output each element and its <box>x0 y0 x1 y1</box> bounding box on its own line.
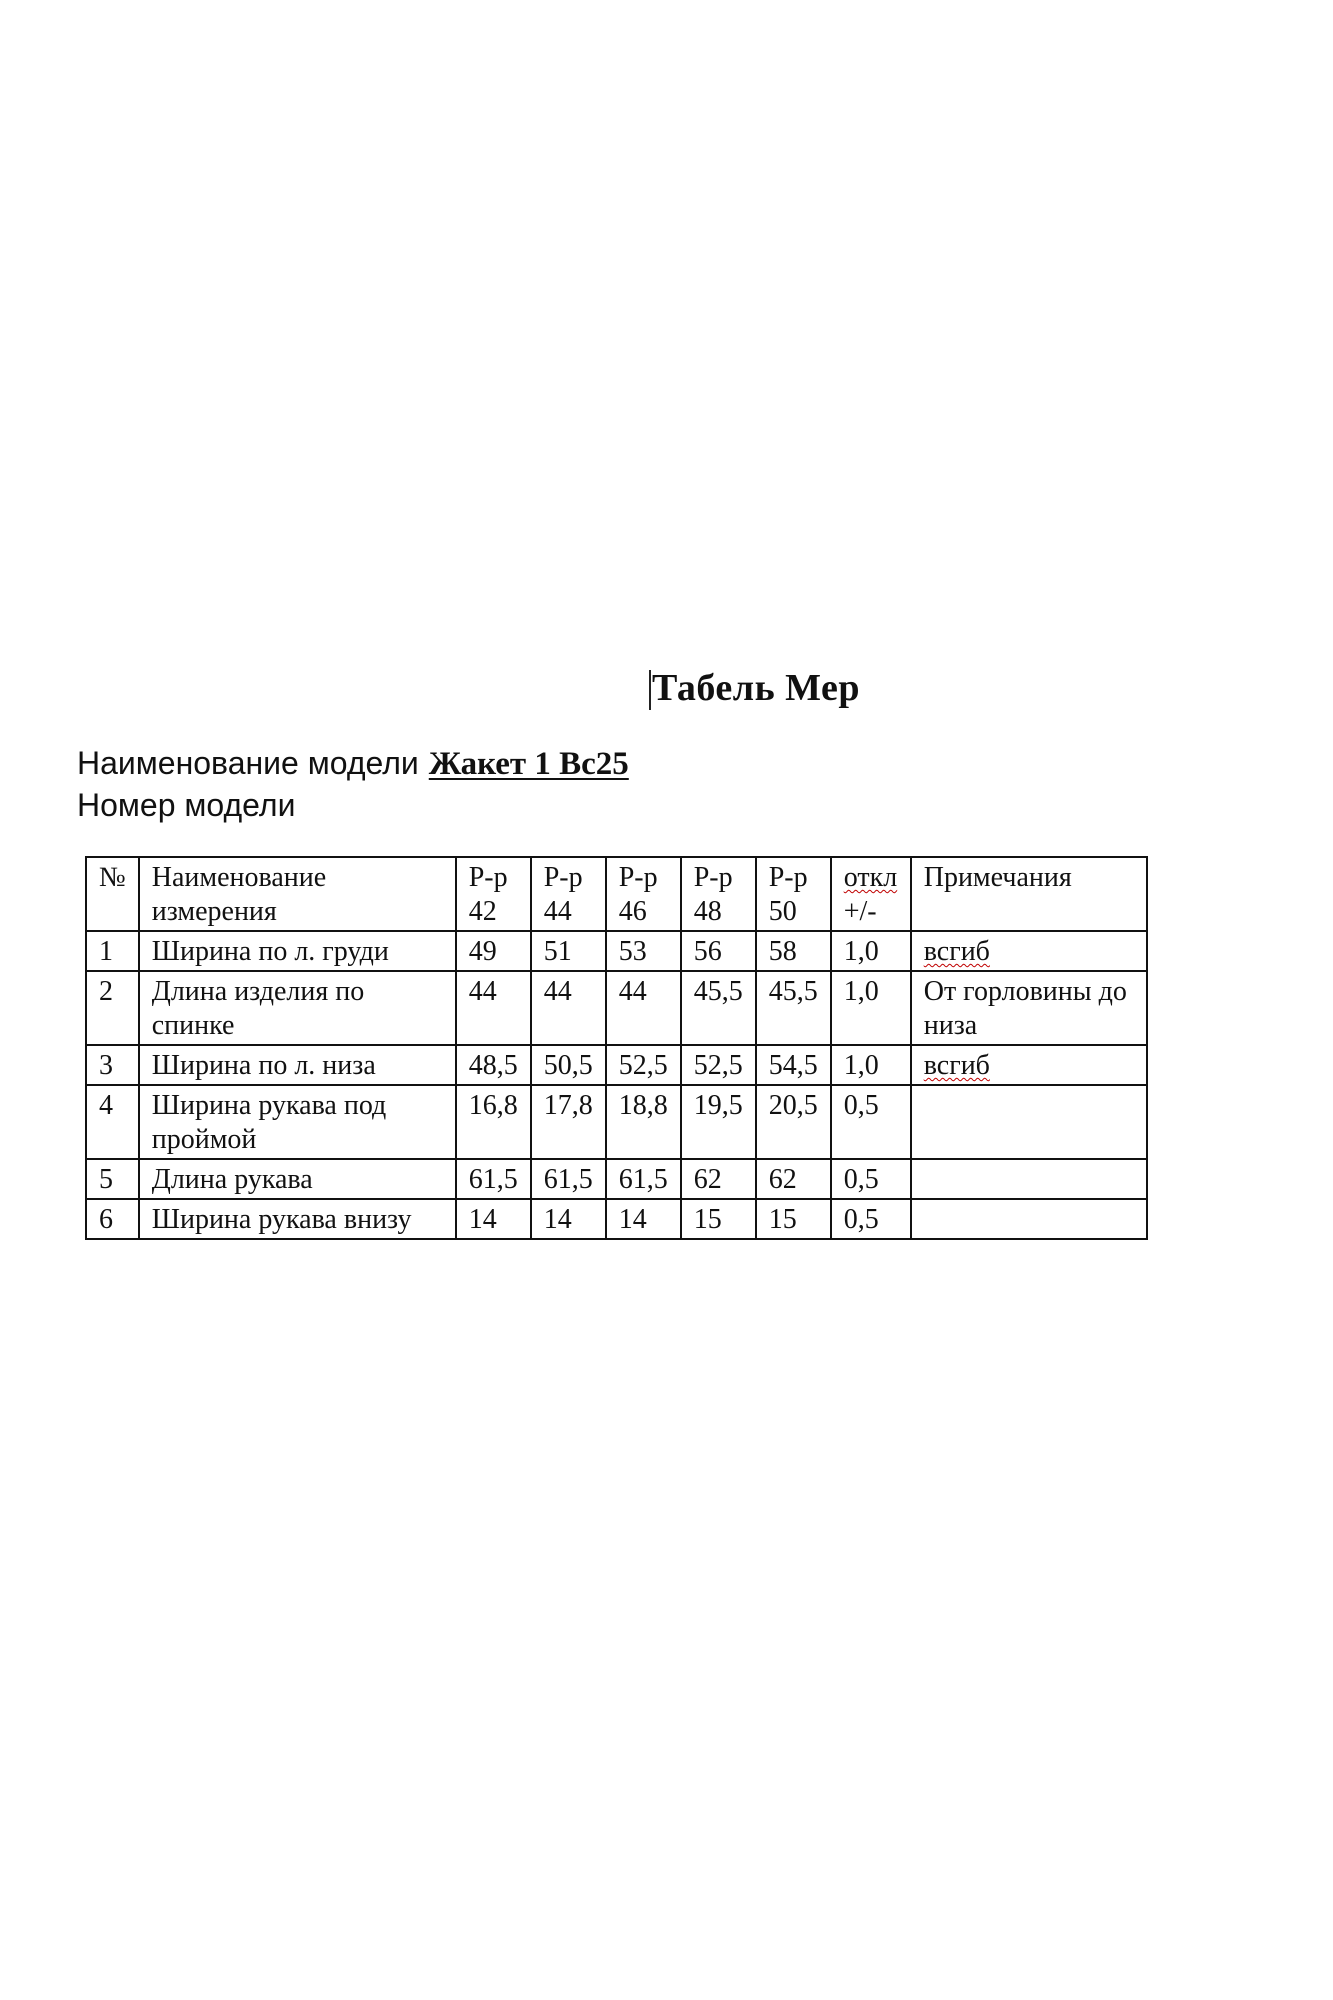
cell-deviation: 1,0 <box>831 971 911 1045</box>
cell-size-42: 61,5 <box>456 1159 531 1199</box>
cell-size-42: 44 <box>456 971 531 1045</box>
cell-notes <box>911 1199 1147 1239</box>
header-number: № <box>86 857 139 931</box>
header-deviation-sign: +/- <box>843 896 877 927</box>
cell-size-50: 15 <box>756 1199 831 1239</box>
cell-deviation: 0,5 <box>831 1085 911 1159</box>
header-notes: Примечания <box>911 857 1147 931</box>
cell-size-46: 18,8 <box>606 1085 681 1159</box>
cell-notes: От горловины до низа <box>911 971 1147 1045</box>
cell-number: 3 <box>86 1045 139 1085</box>
cell-notes: всгиб <box>911 931 1147 971</box>
cell-size-50: 62 <box>756 1159 831 1199</box>
cell-deviation: 1,0 <box>831 931 911 971</box>
cell-measurement-name: Ширина по л. низа <box>139 1045 456 1085</box>
cell-measurement-name: Ширина рукава под проймой <box>139 1085 456 1159</box>
cell-number: 6 <box>86 1199 139 1239</box>
table-row <box>86 971 1147 1045</box>
cell-size-50: 20,5 <box>756 1085 831 1159</box>
header-deviation <box>831 857 911 931</box>
cell-size-42: 49 <box>456 931 531 971</box>
cell-size-48: 56 <box>681 931 756 971</box>
cell-size-48: 19,5 <box>681 1085 756 1159</box>
model-name-label: Наименование модели <box>77 745 419 781</box>
model-name-line <box>77 745 629 783</box>
cell-size-46: 44 <box>606 971 681 1045</box>
cell-size-44: 61,5 <box>531 1159 606 1199</box>
cell-measurement-name: Длина рукава <box>139 1159 456 1199</box>
cell-notes <box>911 1159 1147 1199</box>
cell-size-48: 52,5 <box>681 1045 756 1085</box>
table-row <box>86 1085 1147 1159</box>
cell-size-48: 45,5 <box>681 971 756 1045</box>
cell-size-44: 50,5 <box>531 1045 606 1085</box>
cell-size-42: 14 <box>456 1199 531 1239</box>
table-row <box>86 931 1147 971</box>
cell-measurement-name: Длина изделия по спинке <box>139 971 456 1045</box>
cell-size-44: 44 <box>531 971 606 1045</box>
cell-deviation: 0,5 <box>831 1159 911 1199</box>
cell-size-50: 45,5 <box>756 971 831 1045</box>
cell-size-50: 58 <box>756 931 831 971</box>
cell-size-50: 54,5 <box>756 1045 831 1085</box>
text-cursor <box>649 670 651 710</box>
cell-measurement-name: Ширина по л. груди <box>139 931 456 971</box>
cell-size-46: 61,5 <box>606 1159 681 1199</box>
header-size-48: Р-р 48 <box>681 857 756 931</box>
cell-number: 4 <box>86 1085 139 1159</box>
cell-size-44: 51 <box>531 931 606 971</box>
model-number-line <box>77 787 295 824</box>
header-size-46: Р-р 46 <box>606 857 681 931</box>
cell-size-44: 14 <box>531 1199 606 1239</box>
cell-size-46: 14 <box>606 1199 681 1239</box>
page-title: Табель Мер <box>652 667 861 709</box>
header-size-50: Р-р 50 <box>756 857 831 931</box>
cell-deviation: 1,0 <box>831 1045 911 1085</box>
table-row <box>86 1045 1147 1085</box>
cell-size-46: 53 <box>606 931 681 971</box>
header-size-42: Р-р 42 <box>456 857 531 931</box>
cell-number: 2 <box>86 971 139 1045</box>
cell-size-42: 48,5 <box>456 1045 531 1085</box>
cell-size-46: 52,5 <box>606 1045 681 1085</box>
cell-number: 1 <box>86 931 139 971</box>
cell-measurement-name: Ширина рукава внизу <box>139 1199 456 1239</box>
measurements-table <box>85 856 1148 1240</box>
cell-number: 5 <box>86 1159 139 1199</box>
header-deviation-word: откл <box>843 862 898 893</box>
cell-size-44: 17,8 <box>531 1085 606 1159</box>
table-header-row <box>86 857 1147 931</box>
cell-notes <box>911 1085 1147 1159</box>
cell-size-48: 15 <box>681 1199 756 1239</box>
cell-deviation: 0,5 <box>831 1199 911 1239</box>
table-row <box>86 1199 1147 1239</box>
model-number-label: Номер модели <box>77 787 296 823</box>
cell-notes: всгиб <box>911 1045 1147 1085</box>
cell-size-48: 62 <box>681 1159 756 1199</box>
header-measurement-name: Наименование измерения <box>139 857 456 931</box>
cell-size-42: 16,8 <box>456 1085 531 1159</box>
header-size-44: Р-р 44 <box>531 857 606 931</box>
table-row <box>86 1159 1147 1199</box>
model-name-value: Жакет 1 Вс25 <box>428 746 629 782</box>
